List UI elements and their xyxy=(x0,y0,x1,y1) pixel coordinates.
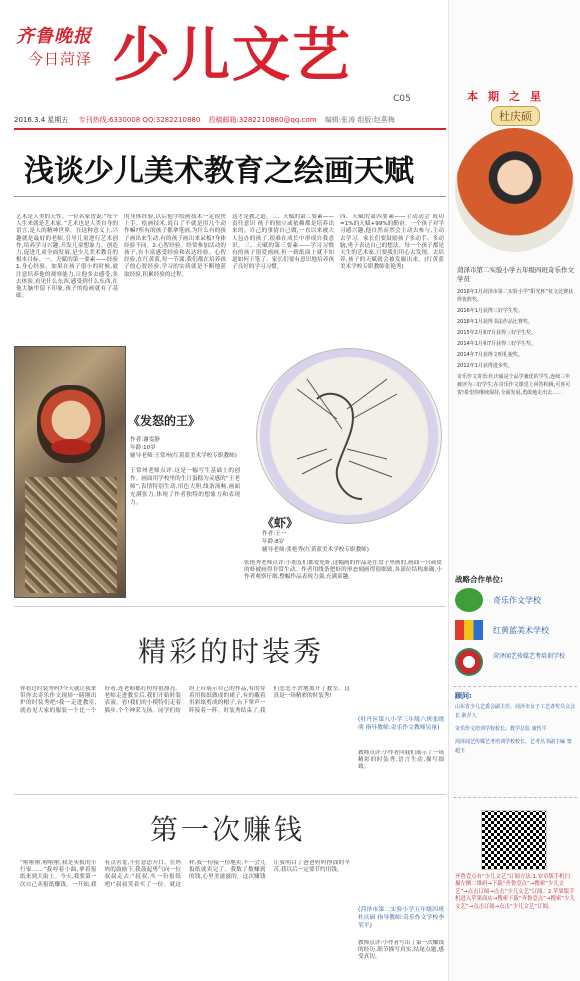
consultant-box xyxy=(453,686,577,798)
headline-rule xyxy=(14,196,446,197)
article-column xyxy=(124,214,226,340)
article-byline: (牡丹区第八小学三年级六班张晓萌 指导教师:奇乐作文教师吴量) xyxy=(358,717,444,731)
article-headline: 浅谈少儿美术教育之绘画天赋 xyxy=(24,154,414,189)
info-bar xyxy=(14,114,446,127)
wenyi-logo-icon xyxy=(455,648,483,676)
header-rule xyxy=(14,128,446,130)
painting-info xyxy=(262,530,442,555)
partner-row xyxy=(455,618,575,644)
article-text: 四、天赋的第四要素——主动动会 成功=1%的天赋+99%的勤奋。一个孩子对学习感兴趣,他自然而然会主动去参与,主动去学习。家长们要鼓励孩子多动手、多动脑,勇于表达自己的想法。每一个孩子都是天生的艺术家,只要我们用心去发现、去培养,孩子的天赋就会被发掘出来。(红黄蓝美术学校专职教师张艳秀) xyxy=(340,214,444,271)
article-text: 艺术是人类的天性。一位名家曾说:“每个人生来就是艺术家。”艺术也是人类自身的语言,是人的精神世界。在这种意义上,兴趣就是最好的老师,引导儿童进行艺术创作,培养学习兴趣,开发儿童想象力、创造力,促进儿童全面发展,是少儿美术教育的根本目标。一、天赋的第一要素——经验 1.身心经验。如果在孩子很小的时候,就注意培养他的观察能力,让他多去感受,多去体验,看见什么东西,感受到什么东西,在他大脑里留下印象,孩子的绘画就有了基础。 xyxy=(16,214,118,300)
article-headline: 精彩的时装秀 xyxy=(138,635,325,668)
painting-comment: 王常州老师点评:这是一幅写生基础上的创作。画面用学校里的生日蛋糕为灵感的“王老师”,表情特别生动,用色大胆,线条流畅,画面充满张力,体现了作者独特的想象力和表现力。 xyxy=(130,467,240,507)
hotline: 专刊热线:6330008 QQ:3282210880 xyxy=(78,116,201,124)
brand-sub: 今日菏泽 xyxy=(28,50,93,68)
article-headline: 第一次赚钱 xyxy=(150,813,306,846)
teacher-note: 教师点评:小作者向我们展示了一场精彩的时装秀,语言生动,描写细致。 xyxy=(358,750,444,771)
qr-caption: 齐鲁壹点有“少儿文艺”订阅方法:1.安卓版手机扫描左侧二维码→下载“齐鲁壹点”→搜索“少儿文艺”→点击订阅→点击“少儿文艺”订阅。2.苹果版手机进入苹果商店→搜索下载“齐鲁壹点”→搜索“少儿文艺”→点击订阅→点击“少儿文艺”订阅。 xyxy=(455,874,575,910)
consultant-item: 山东省少儿艺委会副主任、菏泽市女子工艺者奖员会会长 耿夕人 xyxy=(455,704,576,719)
section-divider xyxy=(14,794,446,795)
article-byline: (菏泽市第二实验小学五年级四班杜庆硕 指导教师:奇乐作文学校李荣平) xyxy=(358,907,444,929)
article-body: 你看过时装秀吗?今天就让我来带你去奇乐作文现场一睹刚出炉的时装秀吧!我一走进教室,就看见大家的服装一个比一个好看,连老师都打扮得很漂亮。老师走进教室后,我们开始时装表演。看!我们的小模特们走着猫步,个个神采飞扬。同学们纷纷上台展示自己的作品,有的穿着用报纸做成的裙子,有的戴着用彩纸剪成的帽子,台下掌声一阵接着一阵。时装秀结束了,我们恋恋不舍地离开了教室。这真是一场精彩的时装秀! xyxy=(20,686,350,714)
contribution-email: 投稿邮箱:3282210880@qq.com xyxy=(208,116,317,124)
star-school: 菏泽市第二实验小学五年级四班奇乐作文学员 xyxy=(457,266,574,283)
brand-logo-text: 齐鲁晚报 xyxy=(16,26,92,47)
painting-age: 年龄:10岁 xyxy=(130,445,156,452)
achievement-item: 2012年1月获得进步奖。 xyxy=(457,363,513,369)
partner-name: 红黄蓝美术学校 xyxy=(493,626,549,635)
painting-age: 年龄:8岁 xyxy=(262,539,285,546)
achievement-item: 2016年1月菏泽市第二实验小学“阳光杯”征文比赛获得优胜奖。 xyxy=(457,289,574,303)
article-column xyxy=(16,214,118,340)
consultant-title: 顾问: xyxy=(455,692,472,700)
qile-logo-icon xyxy=(455,588,483,612)
qr-code[interactable] xyxy=(481,810,547,870)
article-column xyxy=(232,214,334,340)
painting-angry-king xyxy=(14,346,126,598)
painting-author: 作者:王一 xyxy=(262,531,287,537)
achievement-item: 奇乐作文寄语:杜庆硕是个品学兼优的学生,连续三年被评为三好学生;在奇乐作文课堂上回答积极,可喜可贺!希望你继续保持,全面发展,勇敢地走出去…… xyxy=(457,374,571,396)
painting-shrimp xyxy=(256,348,442,524)
consultant-item: 奇乐作文培训学校校长、教学总监 康忱平 xyxy=(455,726,547,732)
shrimp-drawing xyxy=(257,349,443,525)
painting-info xyxy=(130,436,240,587)
article-body: “啦啦啦,啦啦啦,我是卖报的小行家……”我哼着小曲,拿着报纸来到大街上。今天,我要第一次自己卖报纸赚钱。一开始,我有点害羞,不好意思开口。在妈妈的鼓励下,我鼓起勇气向一位叔叔走去:“叔叔,买一份报纸吧!”叔叔笑着买了一份。就这样,我一份接一份地卖,不一会儿报纸就卖完了。我数了数赚到的钱,心里美滋滋的。这次赚钱让我明白了爸爸妈妈挣钱的辛苦,我以后一定要节约用钱。 xyxy=(20,860,350,888)
partner-row xyxy=(455,588,575,614)
partner-name: 奇乐作文学校 xyxy=(493,596,541,605)
article-column xyxy=(340,214,444,340)
star-name: 杜庆硕 xyxy=(491,106,540,126)
star-badge xyxy=(459,88,571,126)
consultant-list xyxy=(455,703,575,756)
achievement-item: 2016年1月获得书法作品比赛奖。 xyxy=(457,319,533,325)
painting-teacher: 辅导老师:王常州(红黄蓝美术学校专职教师) xyxy=(130,453,237,460)
achievement-item: 2014年7月获得文明礼貌奖。 xyxy=(457,352,523,358)
teacher-note: 教师点评:小作者写出了第一次赚钱的经历,细节描写真实,结尾点题,感受真切。 xyxy=(358,940,444,961)
achievement-list xyxy=(457,288,575,397)
achievement-item: 2015年2月和7月获得三好学生奖。 xyxy=(457,330,537,336)
achievement-item: 2016年1月获得三好学生奖。 xyxy=(457,308,523,314)
sidebar xyxy=(448,0,580,981)
staff-credits: 编辑:张涛 组版:赵燕梅 xyxy=(324,116,395,124)
painting-mouth xyxy=(51,439,91,455)
star-label: 本期之星 xyxy=(467,90,551,103)
painting-body xyxy=(25,477,117,593)
partner-row xyxy=(455,648,575,678)
painting-title: 《发怒的王》 xyxy=(128,414,201,428)
star-photo xyxy=(455,128,575,252)
page-number: C05 xyxy=(393,94,411,104)
section-title: 少儿文艺 xyxy=(112,21,353,89)
section-divider xyxy=(14,606,446,607)
consultant-item: 菏泽闻艺传媒艺考培训学校校长、艺考丛书副主编 窦超玉 xyxy=(455,739,572,754)
painting-author: 作者:谢雯静 xyxy=(130,437,160,443)
partner-name: 菏泽闻艺传媒艺考培训学校 xyxy=(493,653,566,660)
achievement-item: 2014年1月和7月获得三好学生奖。 xyxy=(457,341,537,347)
hhl-logo-icon xyxy=(455,620,483,640)
article-text: 这才是教之道。二、天赋的第二要素——责任意识 孩子的独立或依赖都是培养出来的。自己的事情自己做,一直以来被大人包办的孩子,很难在成长中形成自我意识。三、天赋的第三要素——学习习惯 有的孩子很爱画画,但一到纸面上就不知道如何下笔了。家长们要有意识地培养孩子良好的学习习惯。 xyxy=(232,214,334,271)
painting-teacher: 辅导老师:张艳秀(红黄蓝美术学校专职教师) xyxy=(262,547,369,554)
partners-title: 战略合作单位: xyxy=(455,575,503,584)
painting-title: 《虾》 xyxy=(262,516,299,530)
article-text: 的身体经验,以后他学绘画技术一定很快上手。绘画技术,说白了不就是用几个动作嘛?所有的孩子都拿笔画,为什么有的孩子画出来生动,有的孩子画出来呆板?身体经验不同。2.心智经验。经常参加活动的孩子,有丰富感受经验和表达经验。心智经验,在红黄蓝,每一节课,我们都在培养孩子的心智经验,学习的实质就是不断地获取经验,积累经验的过程。 xyxy=(124,214,226,278)
issue-date: 2016.3.4 星期五 xyxy=(14,116,69,124)
painting-comment: 张艳秀老师点评:小朋友们都爱吃虾,这幅画的作品是在盘子里画的,画面一只顽皮的虾被画得非常生动。作者用线条把虾的形态刻画得很细致,各部位结构准确,小作者观察仔细,整幅作品表现力强,充满童趣。 xyxy=(244,560,442,581)
